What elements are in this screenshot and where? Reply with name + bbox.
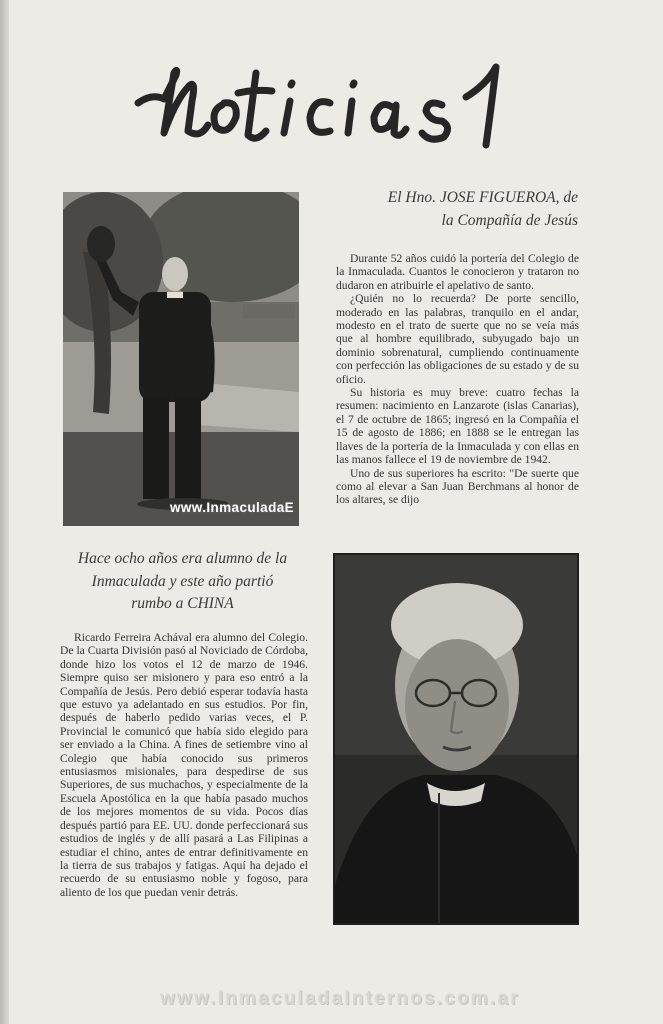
handwritten-noticias-logo: [130, 55, 520, 165]
article-2-body: [60, 631, 308, 899]
article-2-title-line-3: rumbo a CHINA: [131, 595, 234, 612]
photo-watermark-text: www.InmaculadaE: [170, 500, 295, 515]
article-2-title: [40, 548, 325, 616]
page-binding-edge: [0, 0, 9, 1024]
article-1-paragraph: ¿Quién no lo recuerda? De porte sencillo, moderado en las palabras, tranquilo en el andar, modesto en el trato de suerte que no se veía más que al hombre equilibrado, subyugado bajo un dominio sobrenatural, cumpliendo continuamente con perfección las obligaciones de su estado y de su oficio.: [336, 292, 579, 386]
article-1-title-line-2: la Compañía de Jesús: [441, 212, 578, 229]
article-2-title-line-2: Inmaculada y este año partió: [91, 572, 274, 590]
article-2-paragraph: Ricardo Ferreira Achával era alumno del Colegio. De la Cuarta División pasó al Noviciado de Córdoba, donde hizo los votos el 12 de marzo de 1946. Siempre quiso ser misionero y para eso entró a la Compañía de Jesús. Pero debió esperar todavía hasta que estuvo ya adelantado en sus estudios. Por fin, después de haberlo pedido varias veces, el P. Provincial le comunicó que había sido elegido para ser enviado a la China. A fines de setiembre vino al Colegio que había conocido sus primeros entusiasmos misionales, para despedirse de sus Superiores, de sus muchachos, y especialmente de la Escuela Apostólica en la que había pasado muchos de los mejores momentos de su vida. Pocos días después partió para EE. UU. donde perfeccionará sus estudios de inglés y de allí pasará a Las Filipinas a estudiar el chino, antes de entrar definitivamente en la tierra de sus trabajos y fatigas. Aquí ha dejado el recuerdo de su entusiasmo noble y fogoso, para aliento de los que puedan venir detrás.: [60, 631, 308, 899]
photo-brother-jose-figueroa: [63, 192, 299, 526]
article-1-title: [318, 186, 578, 232]
portrait-photo-elderly-man: [333, 553, 579, 925]
article-1-paragraph: Durante 52 años cuidó la portería del Colegio de la Inmaculada. Cuantos le conocieron y trataron no dudaron en atribuirle el apelativo de santo.: [336, 252, 579, 292]
footer-watermark-text: www.InmaculadaInternos.com.ar: [160, 988, 520, 1009]
article-1-paragraph: Su historia es muy breve: cuatro fechas la resumen: nacimiento en Lanzarote (islas Canarias), el 7 de octubre de 1865; ingresó en la Compañía el 15 de agosto de 1886; en 1888 se le entregan las llaves de la portería de la Inmaculada y con ellas en las manos fallece el 19 de noviembre de 1942.: [336, 386, 579, 467]
article-2-title-line-1: Hace ocho años era alumno de la: [77, 550, 288, 567]
article-1-paragraph: Uno de sus superiores ha escrito: "De suerte que como al elevar a San Juan Berchmans al honor de los altares, se dijo: [336, 466, 579, 507]
article-1-body: [336, 252, 579, 522]
masthead-handwritten-title: [130, 55, 520, 165]
article-1-title-line-1: El Hno. JOSE FIGUEROA, de: [387, 189, 578, 206]
